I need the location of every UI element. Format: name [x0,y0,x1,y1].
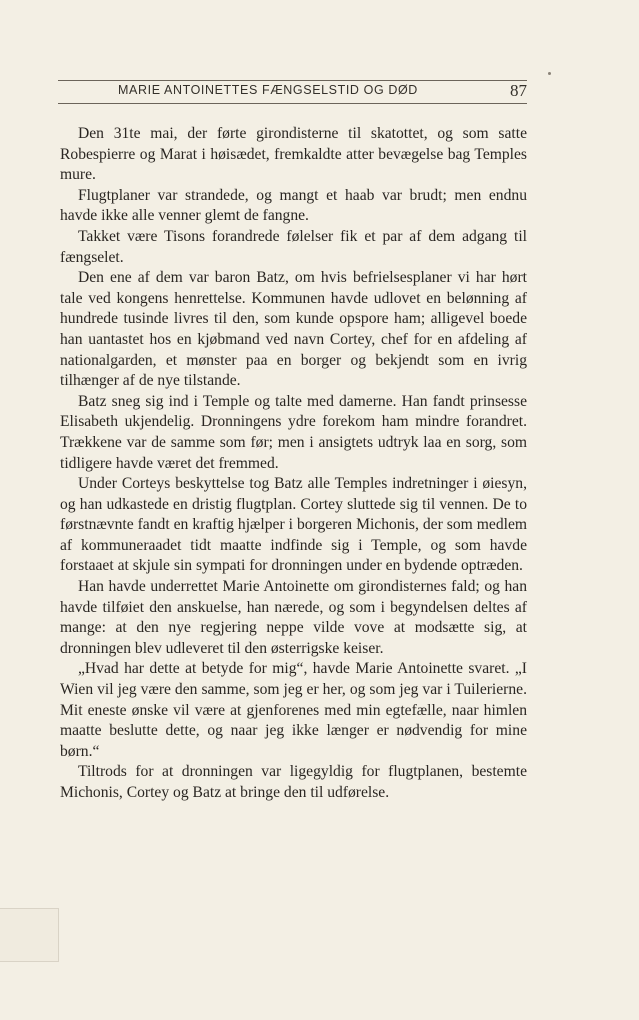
paragraph: Batz sneg sig ind i Temple og talte med damerne. Han fandt prinsesse Elisabeth ukjendelig. Dronningens ydre forekom ham mindre forandret. Trækkene var de samme som før; men i ansigtets udtryk laa en sorg, som tidligere havde været det fremmed. [60,392,527,472]
body-text [60,124,527,804]
paragraph: Takket være Tisons forandrede følelser fik et par af dem adgang til fængselet. [60,227,527,266]
scan-edge-shadow [0,908,59,962]
speck-mark [548,72,551,75]
paragraph: Tiltrods for at dronningen var ligegyldig for flugtplanen, bestemte Michonis, Cortey og Batz at bringe den til udførelse. [60,763,527,801]
paragraph: „Hvad har dette at betyde for mig“, havde Marie Antoinette svaret. „I Wien vil jeg være den samme, som jeg er her, og som jeg var i Tuilerierne. Mit eneste ønske vil være at gjenforenes med min egtefælle, naar himlen maatte beslutte dette, og naar jeg ikke længer er nødvendig for mine børn.“ [60,660,527,760]
header-rule-bottom [58,103,527,104]
running-header: MARIE ANTOINETTES FÆNGSELSTID OG DØD [118,83,418,97]
paragraph: Den 31te mai, der førte girondisterne til skatottet, og som satte Robespierre og Marat i høisædet, fremkaldte atter bevægelse bag Temples mure. [60,125,527,184]
paragraph: Flugtplaner var strandede, og mangt et haab var brudt; men endnu havde ikke alle venner glemt de fangne. [60,186,527,225]
paragraph: Den ene af dem var baron Batz, om hvis befrielsesplaner vi har hørt tale ved kongens henrettelse. Kommunen havde udlovet en belønning af hundrede tusinde livres til den, som kunde opspore ham; alligevel boede han uantastet hos en kjøbmand ved navn Cortey, chef for en afdeling af nationalgarden, et mønster paa en borger og bekjendt som en ivrig tilhænger af de nye tilstande. [60,269,527,390]
header-rule-top [58,80,527,81]
paragraph: Under Corteys beskyttelse tog Batz alle Temples indretninger i øiesyn, og han udkastede en dristig flugtplan. Cortey sluttede sig til vennen. De to førstnævnte fandt en kraftig hjælper i borgeren Michonis, der som medlem af kommuneraadet tidt maatte indfinde sig i Temple, og som havde forstaaet at skjule sin sympati for dronningen under en bydende optræden. [60,475,527,575]
paragraph: Han havde underrettet Marie Antoinette om girondisternes fald; og han havde tilføiet den anskuelse, han nærede, og som i begyndelsen deltes af mange: at den nye regjering neppe vilde vove at modsætte sig, at dronningen blev udleveret til den østerrigske keiser. [60,578,527,657]
page-number: 87 [510,81,527,100]
